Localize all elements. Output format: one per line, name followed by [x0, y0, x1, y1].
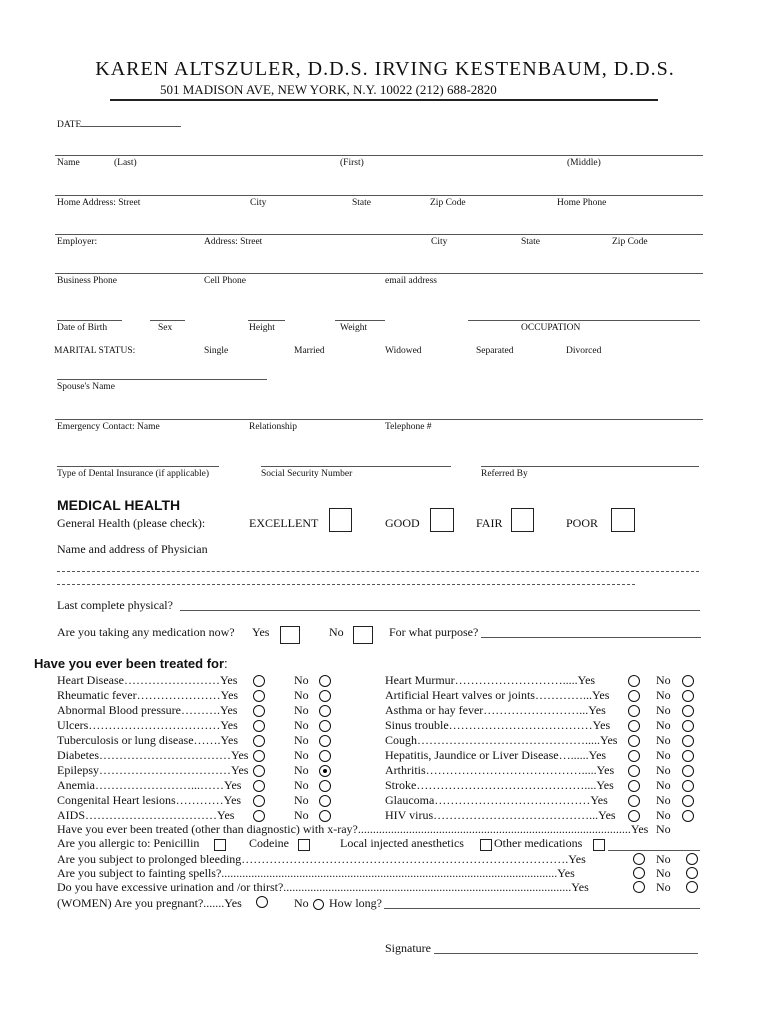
excellent-checkbox[interactable]: [329, 508, 352, 532]
fainting-question: Are you subject to fainting spells?................................................................................................................Yes: [57, 866, 575, 880]
name-label: Name: [57, 158, 80, 168]
purpose-field[interactable]: [481, 637, 701, 638]
condition-no-label: No: [656, 793, 671, 807]
condition-yes-radio[interactable]: [253, 810, 265, 822]
codeine-label: Codeine: [249, 836, 289, 850]
medication-yes-label: Yes: [252, 625, 270, 639]
poor-checkbox[interactable]: [611, 508, 635, 532]
urination-no-label: No: [656, 880, 671, 894]
condition-label: Hepatitis, Jaundice or Liver Disease…......Yes: [385, 748, 607, 762]
home-street-label: Home Address: Street: [57, 198, 141, 208]
referred-label: Referred By: [481, 469, 528, 479]
condition-no-radio[interactable]: [319, 690, 331, 702]
condition-label: Stroke……………………………………....Yes: [385, 778, 614, 792]
other-medications-field[interactable]: [608, 850, 700, 851]
how-long-field[interactable]: [384, 908, 700, 909]
condition-no-label: No: [656, 703, 671, 717]
marital-status-label: MARITAL STATUS:: [54, 346, 136, 356]
spouse-label: Spouse's Name: [57, 382, 115, 392]
local-anesthetics-checkbox[interactable]: [480, 839, 492, 851]
how-long-label: How long?: [329, 896, 382, 910]
email-label: email address: [385, 276, 437, 286]
condition-yes-radio[interactable]: [253, 675, 265, 687]
fair-checkbox[interactable]: [511, 508, 534, 532]
sex-label: Sex: [158, 323, 173, 333]
medication-yes-checkbox[interactable]: [280, 626, 300, 644]
condition-label: Glaucoma…………………………………Yes: [385, 793, 608, 807]
condition-no-label: No: [294, 763, 309, 777]
condition-label: HIV virus…………………………………...Yes: [385, 808, 616, 822]
business-phone-label: Business Phone: [57, 276, 117, 286]
condition-no-label: No: [656, 688, 671, 702]
condition-no-radio[interactable]: [319, 675, 331, 687]
signature-label: Signature: [385, 941, 431, 955]
xray-question: Have you ever been treated (other than diagnostic) with x-ray?...........................................................................................Yes: [57, 822, 649, 836]
home-state-label: State: [352, 198, 371, 208]
condition-no-label: No: [294, 793, 309, 807]
condition-label: AIDS……………………………Yes: [57, 808, 235, 822]
condition-label: Congenital Heart lesions…………Yes: [57, 793, 242, 807]
condition-yes-radio[interactable]: [628, 795, 640, 807]
date-field[interactable]: DATE: [57, 120, 181, 130]
home-city-label: City: [250, 198, 267, 208]
condition-no-radio[interactable]: [319, 735, 331, 747]
condition-yes-radio[interactable]: [253, 735, 265, 747]
fainting-yes-radio[interactable]: [633, 867, 645, 879]
condition-label: Heart Disease……………………Yes: [57, 673, 238, 687]
condition-no-radio[interactable]: [319, 705, 331, 717]
medication-no-checkbox[interactable]: [353, 626, 373, 644]
condition-yes-radio[interactable]: [628, 780, 640, 792]
other-medications-label: Other medications: [494, 836, 583, 850]
excellent-label: EXCELLENT: [249, 516, 319, 530]
condition-no-label: No: [656, 673, 671, 687]
condition-no-label: No: [294, 688, 309, 702]
header-divider: [110, 99, 658, 101]
condition-no-radio[interactable]: [682, 780, 694, 792]
allergy-question: Are you allergic to: Penicillin: [57, 836, 200, 850]
condition-no-label: No: [294, 808, 309, 822]
condition-yes-radio[interactable]: [628, 750, 640, 762]
ssn-field[interactable]: [261, 466, 451, 467]
emergency-name-label: Emergency Contact: Name: [57, 422, 160, 432]
local-anesthetics-label: Local injected anesthetics: [340, 836, 464, 850]
codeine-checkbox[interactable]: [298, 839, 310, 851]
physician-label: Name and address of Physician: [57, 542, 208, 556]
rule: [335, 320, 385, 321]
condition-no-radio[interactable]: [682, 810, 694, 822]
rule: [55, 273, 703, 274]
rule: [55, 155, 703, 156]
rule: [55, 195, 703, 196]
medication-question: Are you taking any medication now?: [57, 625, 235, 639]
condition-no-label: No: [656, 763, 671, 777]
condition-no-label: No: [656, 733, 671, 747]
condition-label: Cough…………………………………….....Yes: [385, 733, 618, 747]
condition-no-radio[interactable]: [682, 735, 694, 747]
occupation-label: OCCUPATION: [521, 323, 581, 333]
good-checkbox[interactable]: [430, 508, 454, 532]
fair-label: FAIR: [476, 516, 503, 530]
employer-street-label: Address: Street: [204, 237, 263, 247]
emergency-telephone-label: Telephone #: [385, 422, 432, 432]
spouse-field[interactable]: [57, 379, 267, 380]
rule: [57, 320, 122, 321]
condition-no-label: No: [294, 748, 309, 762]
condition-no-label: No: [656, 778, 671, 792]
condition-no-label: No: [294, 733, 309, 747]
condition-yes-radio[interactable]: [628, 675, 640, 687]
condition-no-radio[interactable]: [682, 690, 694, 702]
condition-label: Diabetes……………………………Yes: [57, 748, 249, 762]
pregnant-question: (WOMEN) Are you pregnant?.......Yes: [57, 896, 242, 910]
condition-label: Asthma or hay fever……………………...Yes: [385, 703, 606, 717]
rule: [150, 320, 185, 321]
fainting-no-radio[interactable]: [686, 867, 698, 879]
purpose-label: For what purpose?: [389, 625, 479, 639]
pregnant-no-radio[interactable]: [313, 899, 324, 910]
condition-yes-radio[interactable]: [253, 720, 265, 732]
condition-label: Sinus trouble………………………………Yes: [385, 718, 611, 732]
last-physical-label: Last complete physical?: [57, 598, 173, 612]
cell-phone-label: Cell Phone: [204, 276, 246, 286]
referred-field[interactable]: [481, 466, 699, 467]
condition-yes-radio[interactable]: [628, 705, 640, 717]
condition-yes-radio[interactable]: [253, 750, 265, 762]
xray-no-label: No: [656, 822, 671, 836]
emergency-relationship-label: Relationship: [249, 422, 298, 432]
practice-address: 501 MADISON AVE, NEW YORK, N.Y. 10022 (212) 688-2820: [160, 82, 497, 97]
employer-city-label: City: [431, 237, 448, 247]
penicillin-checkbox[interactable]: [214, 839, 226, 851]
home-phone-label: Home Phone: [557, 198, 607, 208]
rule: [468, 320, 700, 321]
condition-yes-radio[interactable]: [253, 765, 265, 777]
insurance-field[interactable]: [57, 466, 219, 467]
weight-label: Weight: [340, 323, 368, 333]
condition-yes-radio[interactable]: [628, 690, 640, 702]
marital-married[interactable]: Married: [294, 346, 325, 356]
condition-no-radio[interactable]: [319, 720, 331, 732]
general-health-label: General Health (please check):: [57, 516, 206, 530]
condition-no-radio[interactable]: [319, 765, 331, 777]
marital-divorced[interactable]: Divorced: [566, 346, 602, 356]
condition-label: Rheumatic fever…………………Yes: [57, 688, 239, 702]
rule: [248, 320, 285, 321]
condition-no-radio[interactable]: [319, 810, 331, 822]
condition-no-radio[interactable]: [682, 750, 694, 762]
condition-yes-radio[interactable]: [628, 765, 640, 777]
medication-no-label: No: [329, 625, 344, 639]
first-name-label: (First): [340, 158, 364, 168]
middle-name-label: (Middle): [567, 158, 601, 168]
bleeding-no-label: No: [656, 852, 671, 866]
condition-no-radio[interactable]: [682, 765, 694, 777]
condition-label: Epilepsy……………………………Yes: [57, 763, 249, 777]
marital-widowed[interactable]: Widowed: [385, 346, 422, 356]
condition-no-radio[interactable]: [682, 705, 694, 717]
pregnant-no-label: No: [294, 896, 309, 910]
condition-label: Abnormal Blood pressure……….Yes: [57, 703, 238, 717]
condition-yes-radio[interactable]: [628, 735, 640, 747]
condition-label: Anemia……………………...……Yes: [57, 778, 242, 792]
condition-no-label: No: [294, 778, 309, 792]
fainting-no-label: No: [656, 866, 671, 880]
bleeding-question: Are you subject to prolonged bleeding……………………………………………………………………….Yes: [57, 852, 586, 866]
employer-label: Employer:: [57, 237, 98, 247]
medical-health-heading: MEDICAL HEALTH: [57, 497, 181, 513]
urination-question: Do you have excessive urination and /or thirst?................................................................................................Yes: [57, 880, 589, 894]
signature-field[interactable]: [434, 953, 698, 954]
practice-title: KAREN ALTSZULER, D.D.S. IRVING KESTENBAUM, D.D.S.: [95, 58, 675, 80]
last-physical-field[interactable]: [180, 610, 700, 611]
condition-yes-radio[interactable]: [253, 705, 265, 717]
height-label: Height: [249, 323, 275, 333]
rule: [55, 419, 703, 420]
physician-line-2[interactable]: [57, 584, 635, 585]
employer-state-label: State: [521, 237, 540, 247]
condition-label: Tuberculosis or lung disease…….Yes: [57, 733, 239, 747]
condition-no-label: No: [294, 703, 309, 717]
condition-label: Heart Murmur……………………….....Yes: [385, 673, 596, 687]
good-label: GOOD: [385, 516, 420, 530]
employer-zip-label: Zip Code: [612, 237, 648, 247]
ssn-label: Social Security Number: [261, 469, 353, 479]
poor-label: POOR: [566, 516, 599, 530]
condition-no-label: No: [656, 718, 671, 732]
condition-no-radio[interactable]: [319, 780, 331, 792]
condition-no-radio[interactable]: [682, 675, 694, 687]
bleeding-yes-radio[interactable]: [633, 853, 645, 865]
dob-label: Date of Birth: [57, 323, 108, 333]
condition-yes-radio[interactable]: [628, 810, 640, 822]
condition-label: Artificial Heart valves or joints…………...Yes: [385, 688, 610, 702]
marital-separated[interactable]: Separated: [476, 346, 514, 356]
rule: [55, 234, 703, 235]
insurance-label: Type of Dental Insurance (if applicable): [57, 469, 210, 479]
condition-yes-radio[interactable]: [628, 720, 640, 732]
condition-no-radio[interactable]: [319, 750, 331, 762]
condition-no-label: No: [294, 718, 309, 732]
urination-no-radio[interactable]: [686, 881, 698, 893]
condition-label: Ulcers……………………………Yes: [57, 718, 238, 732]
pregnant-yes-radio[interactable]: [256, 896, 268, 908]
condition-no-label: No: [294, 673, 309, 687]
last-name-label: (Last): [114, 158, 137, 168]
condition-no-radio[interactable]: [319, 795, 331, 807]
condition-label: Arthritis………………………………….....Yes: [385, 763, 615, 777]
other-medications-checkbox[interactable]: [593, 839, 605, 851]
condition-yes-radio[interactable]: [253, 780, 265, 792]
bleeding-no-radio[interactable]: [686, 853, 698, 865]
marital-single[interactable]: Single: [204, 346, 229, 356]
condition-no-radio[interactable]: [682, 795, 694, 807]
condition-no-label: No: [656, 748, 671, 762]
condition-no-radio[interactable]: [682, 720, 694, 732]
physician-line-1[interactable]: [57, 571, 699, 572]
treated-heading: Have you ever been treated for:: [34, 656, 228, 671]
home-zip-label: Zip Code: [430, 198, 466, 208]
condition-yes-radio[interactable]: [253, 795, 265, 807]
urination-yes-radio[interactable]: [633, 881, 645, 893]
condition-yes-radio[interactable]: [253, 690, 265, 702]
condition-no-label: No: [656, 808, 671, 822]
